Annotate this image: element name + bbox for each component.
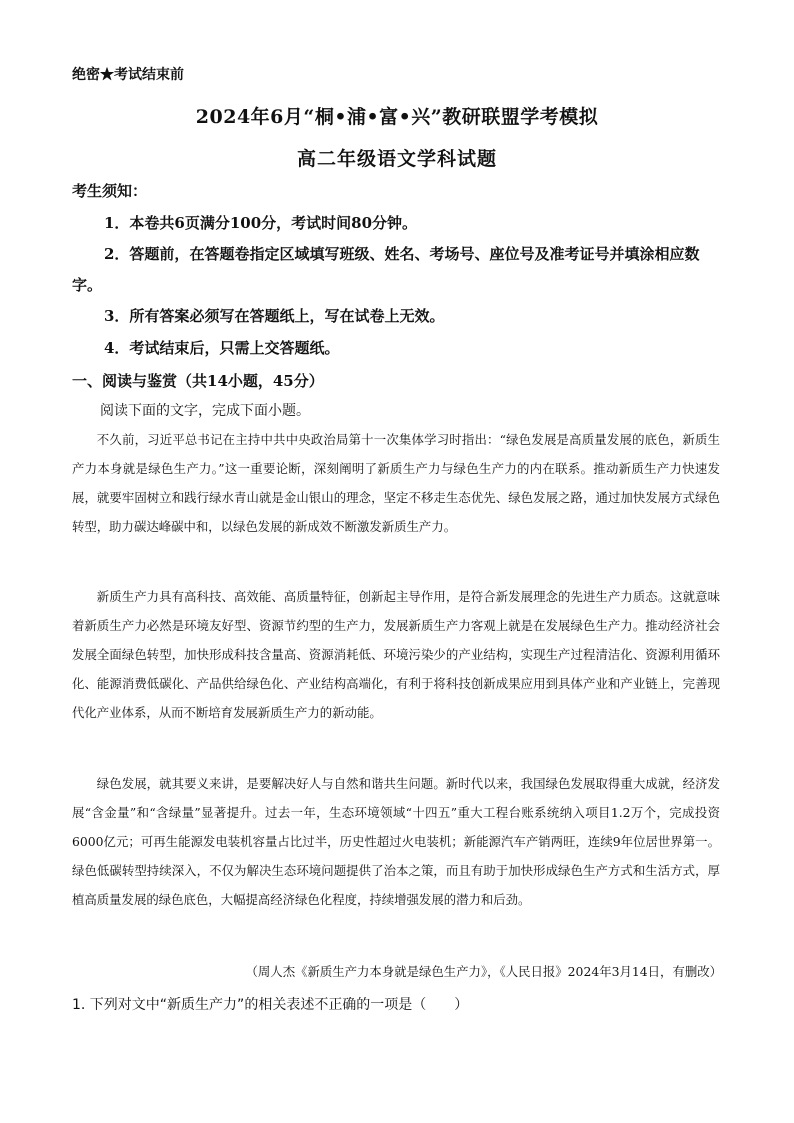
notice-item-3: 3．所有答案必须写在答题纸上，写在试卷上无效。 bbox=[104, 307, 445, 325]
question-1: 1. 下列对文中“新质生产力”的相关表述不正确的一项是（ ） bbox=[72, 997, 469, 1013]
confidential-label: 绝密★考试结束前 bbox=[72, 67, 184, 83]
exam-subtitle: 高二年级语文学科试题 bbox=[296, 148, 497, 170]
notice-item-2: 2．答题前，在答题卷指定区域填写班级、姓名、考场号、座位号及准考证号并填涂相应数字。 bbox=[72, 245, 700, 294]
section-heading: 一、阅读与鉴赏（共14小题，45分） bbox=[72, 372, 324, 390]
notice-item-4: 4．考试结束后，只需上交答题纸。 bbox=[104, 339, 340, 357]
passage-paragraph-3: 绿色发展，就其要义来讲，是要解决好人与自然和谐共生问题。新时代以来，我国绿色发展取得重大成就，经济发展“含金量”和“含绿量”显著提升。过去一年，生态环境领域“十四五”重大工程台账系统纳入项目1.2万个，完成投资6000亿元；可再生能源发电装机容量占比过半，历史性超过火电装机；新能源汽车产销两旺，连续9年位居世界第一。绿色低碳转型持续深入，不仅为解决生态环境问题提供了治本之策，而且有助于加快形成绿色生产方式和生活方式，厚植高质量发展的绿色底色，大幅提高经济绿色化程度，持续增强发展的潜力和后劲。 bbox=[72, 776, 720, 907]
passage-source: （周人杰《新质生产力本身就是绿色生产力》，《人民日报》2024年3月14日，有删改） bbox=[245, 964, 722, 979]
passage-paragraph-1: 不久前，习近平总书记在主持中共中央政治局第十一次集体学习时指出：“绿色发展是高质量发展的底色，新质生产力本身就是绿色生产力。”这一重要论断，深刻阐明了新质生产力与绿色生产力的内在联系。推动新质生产力快速发展，就要牢固树立和践行绿水青山就是金山银山的理念，坚定不移走生态优先、绿色发展之路，通过加快发展方式绿色转型，助力碳达峰碳中和，以绿色发展的新成效不断激发新质生产力。 bbox=[72, 432, 720, 534]
passage-paragraph-2: 新质生产力具有高科技、高效能、高质量特征，创新起主导作用，是符合新发展理念的先进生产力质态。这就意味着新质生产力必然是环境友好型、资源节约型的生产力，发展新质生产力客观上就是在发展绿色生产力。推动经济社会发展全面绿色转型，加快形成科技含量高、资源消耗低、环境污染少的产业结构，实现生产过程清洁化、资源利用循环化、能源消费低碳化、产品供给绿色化、产业结构高端化，有利于将科技创新成果应用到具体产业和产业链上，完善现代化产业体系，从而不断培育发展新质生产力的新动能。 bbox=[72, 589, 720, 720]
notice-item-1: 1．本卷共6页满分100分，考试时间80分钟。 bbox=[104, 214, 418, 232]
exam-title: 2024年6月“桐•浦•富•兴”教研联盟学考模拟 bbox=[195, 106, 599, 128]
notice-heading: 考生须知： bbox=[72, 182, 148, 200]
reading-instruction: 阅读下面的文字，完成下面小题。 bbox=[100, 403, 310, 419]
